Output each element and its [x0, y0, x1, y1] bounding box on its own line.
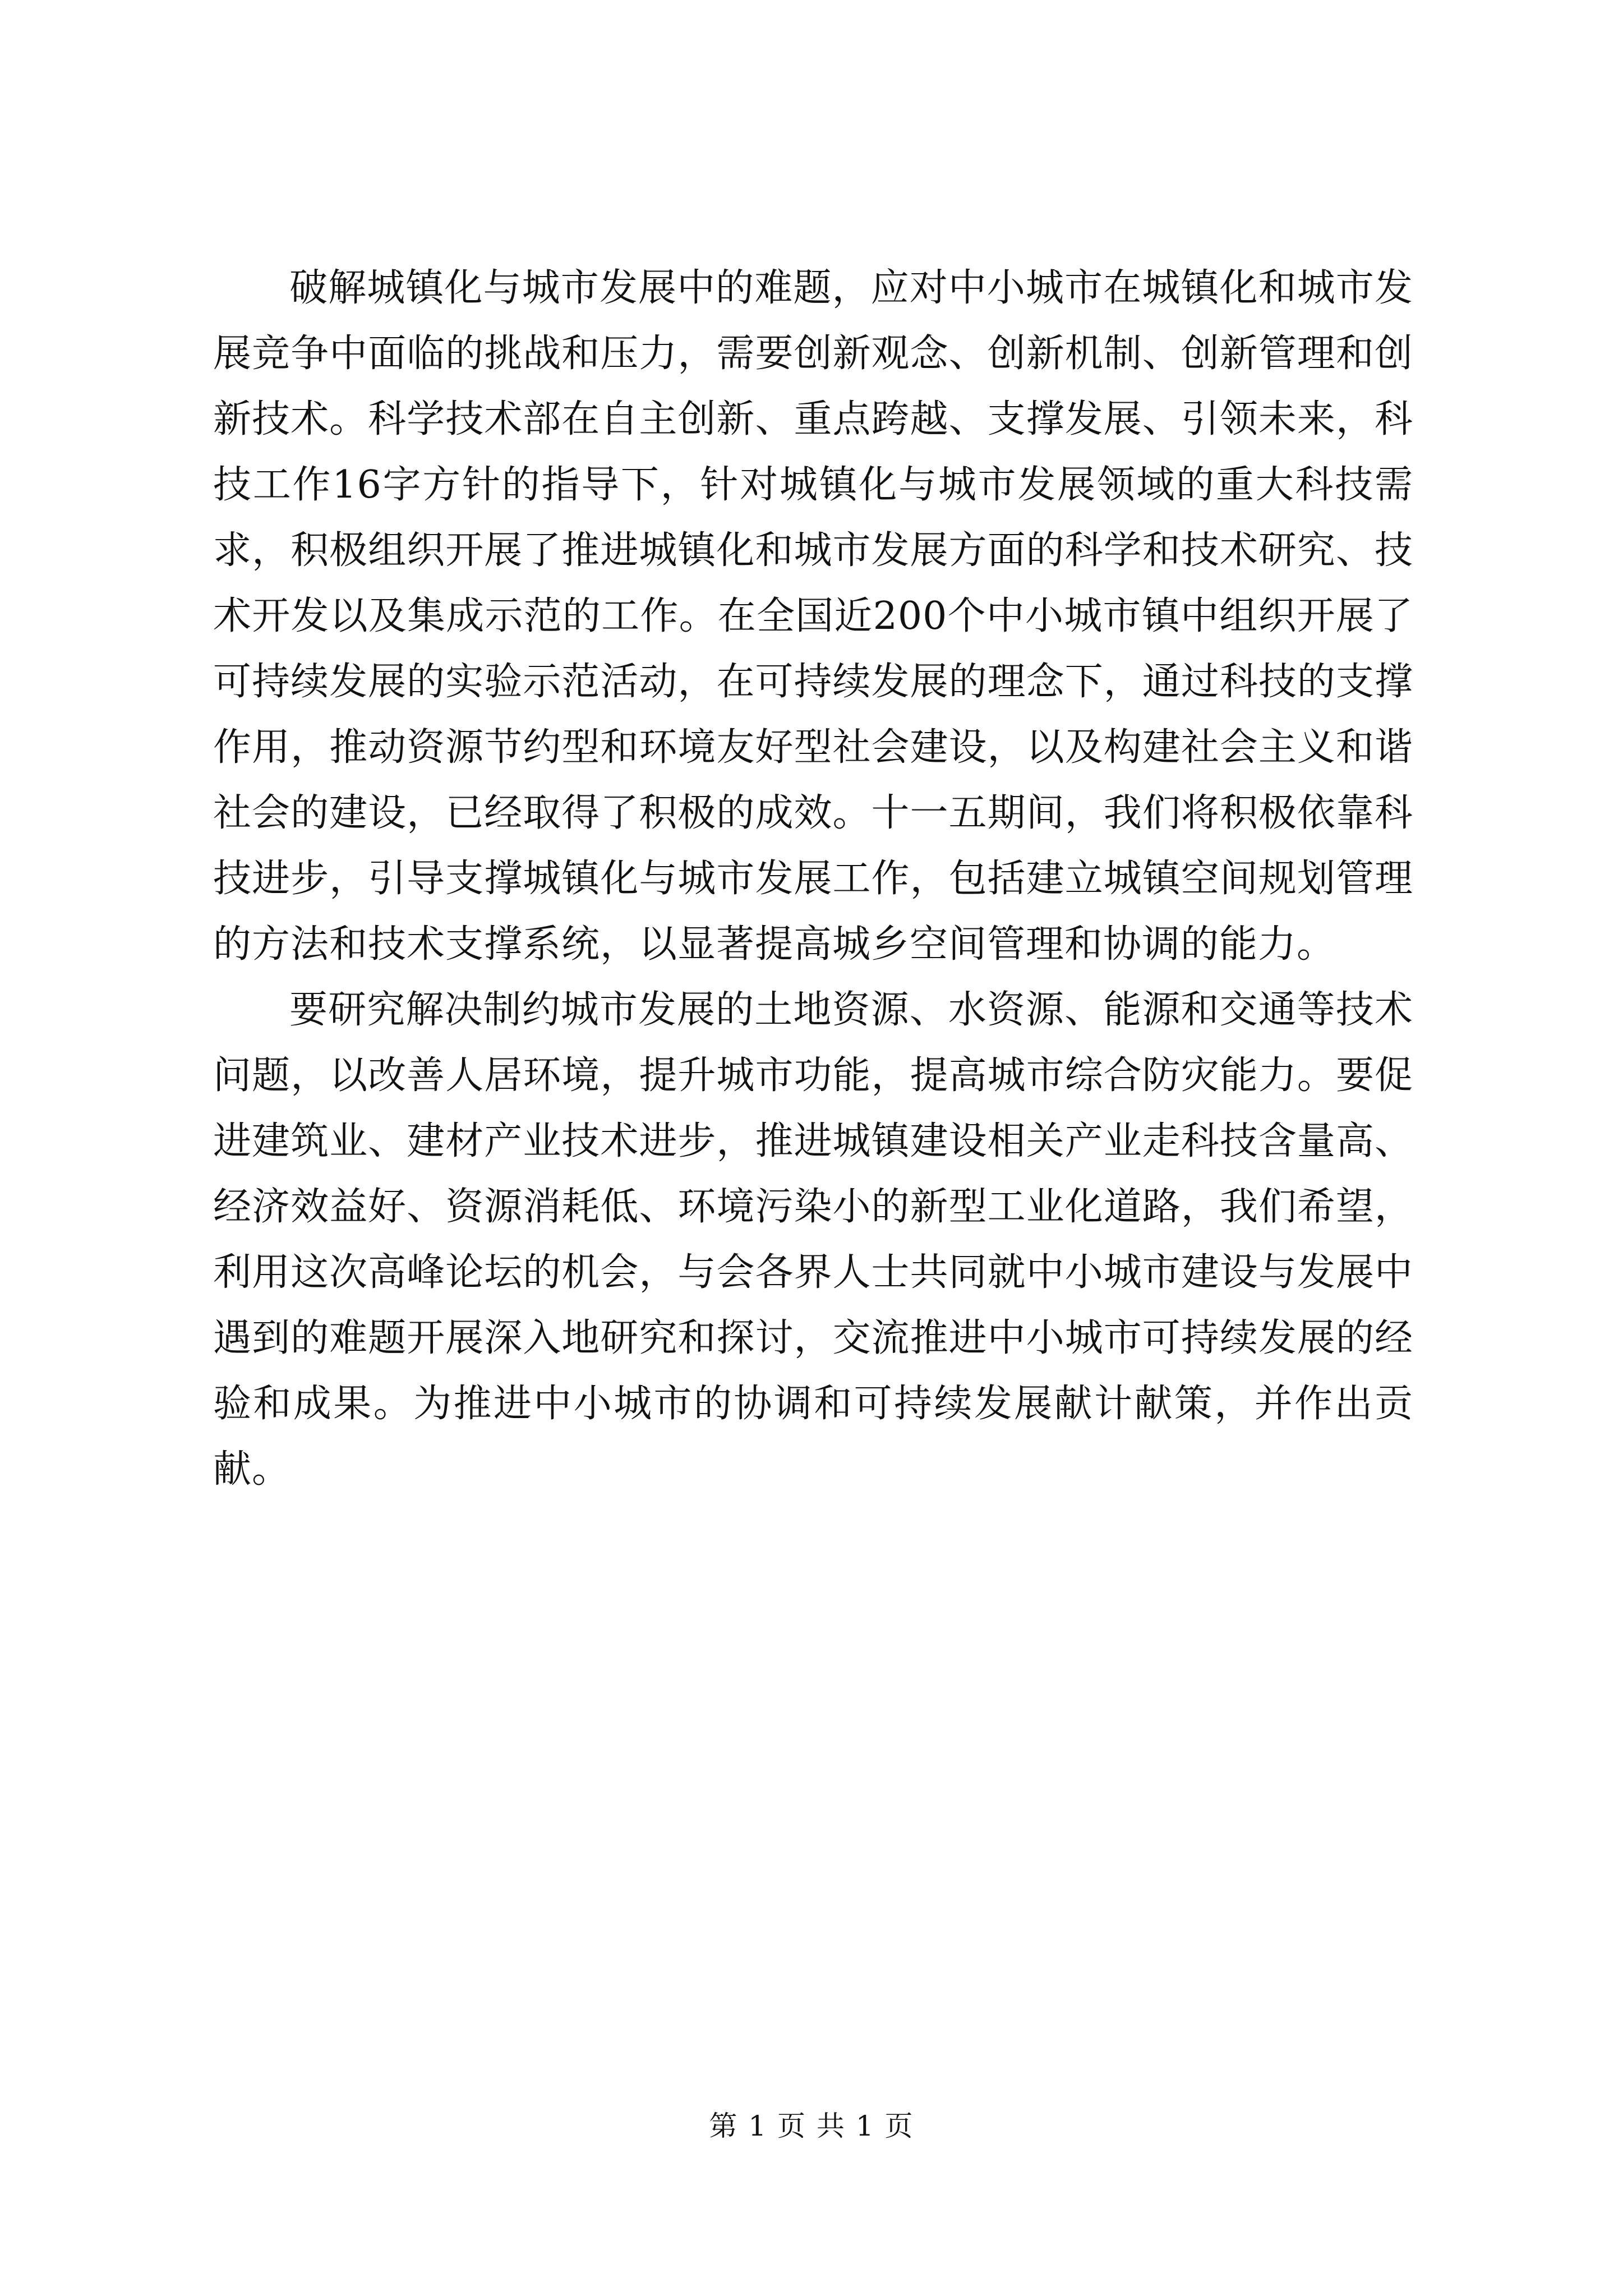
- paragraph-1: 破解城镇化与城市发展中的难题，应对中小城市在城镇化和城市发展竞争中面临的挑战和压力，需要创新观念、创新机制、创新管理和创新技术。科学技术部在自主创新、重点跨越、支撑发展、引领未来，科技工作16字方针的指导下，针对城镇化与城市发展领域的重大科技需求，积极组织开展了推进城镇化和城市发展方面的科学和技术研究、技术开发以及集成示范的工作。在全国近200个中小城市镇中组织开展了可持续发展的实验示范活动，在可持续发展的理念下，通过科技的支撑作用，推动资源节约型和环境友好型社会建设，以及构建社会主义和谐社会的建设，已经取得了积极的成效。十一五期间，我们将积极依靠科技进步，引导支撑城镇化与城市发展工作，包括建立城镇空间规划管理的方法和技术支撑系统，以显著提高城乡空间管理和协调的能力。: [213, 266, 1413, 967]
- paragraph-2: 要研究解决制约城市发展的土地资源、水资源、能源和交通等技术问题，以改善人居环境，提升城市功能，提高城市综合防灾能力。要促进建筑业、建材产业技术进步，推进城镇建设相关产业走科技含量高、经济效益好、资源消耗低、环境污染小的新型工业化道路，我们希望，利用这次高峰论坛的机会，与会各界人士共同就中小城市建设与发展中遇到的难题开展深入地研究和探讨，交流推进中小城市可持续发展的经验和成果。为推进中小城市的协调和可持续发展献计献策，并作出贡献。: [213, 988, 1413, 1492]
- page-footer: 第 1 页 共 1 页: [709, 2110, 914, 2142]
- document-body: [213, 255, 1413, 1502]
